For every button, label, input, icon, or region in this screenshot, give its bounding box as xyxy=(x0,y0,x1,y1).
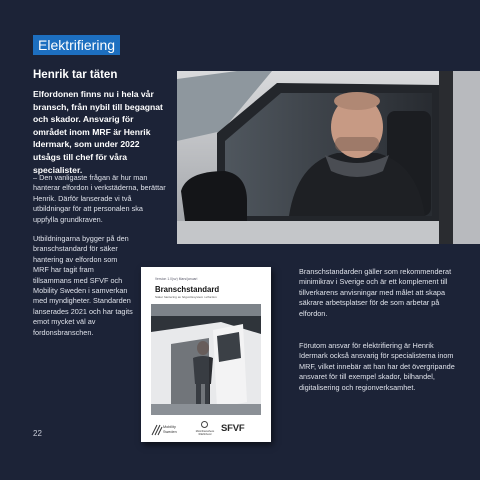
body-paragraph-2: Utbildningarna bygger på den branschstandard för säker hantering av elfordon som MRF har tagit fram tillsammans med SFVF och Mobility Sweden i samverkan med myndigheter. Standarden lanserades 2021 och har tagits emot mycket väl av fordonsbranschen. xyxy=(33,234,133,337)
body-paragraph-4: Förutom ansvar för elektrifiering är Henrik Idermark också ansvarig för specialisterna inom MRF, vilket innebär att han har det övergripande ansvaret för till exempel skador, bilhandel, digitalisering och regionverksamhet. xyxy=(299,341,455,392)
article-photo xyxy=(177,71,480,244)
article-heading: Henrik tar täten xyxy=(33,69,118,81)
body-paragraph-3: Branschstandarden gäller som rekommenderat minimikrav i Sverige och är ett komplement till tillverkarens anvisningar med målet att skapa säkrare arbetsplatser för de som arbetar på elfordon. xyxy=(299,267,452,318)
section-tag: Elektrifiering xyxy=(33,35,120,55)
sfvf-logo: SFVF xyxy=(221,423,245,434)
page-number: 22 xyxy=(33,429,42,438)
booklet-subtitle: Säker hantering av högvoltssystem i elfordon xyxy=(155,295,217,299)
booklet-photo xyxy=(151,304,261,415)
body-paragraph-1: – Den vanligaste frågan är hur man hanterar elfordon i verkstäderna, berättar Henrik. Därför lanserade vi två utbildningar för att personalen ska uppfylla grundkraven. xyxy=(33,173,166,224)
lead-paragraph: Elfordonen finns nu i hela vår bransch, från nybil till begagnat och skador. Ansvarig för området inom MRF är Henrik Idermark, som under 2022 utsågs till chef för våra specialister. xyxy=(33,89,163,175)
booklet-header: Version 1.0(sv) Mars/januari xyxy=(155,277,198,281)
booklet-logos xyxy=(141,419,271,439)
mobility-sweden-logo: Mobility Sweden xyxy=(151,423,191,437)
booklet-cover xyxy=(141,267,271,442)
mrf-logo: Motorbranschens Riksförbund xyxy=(194,421,216,437)
booklet-title: Branschstandard xyxy=(155,285,220,294)
